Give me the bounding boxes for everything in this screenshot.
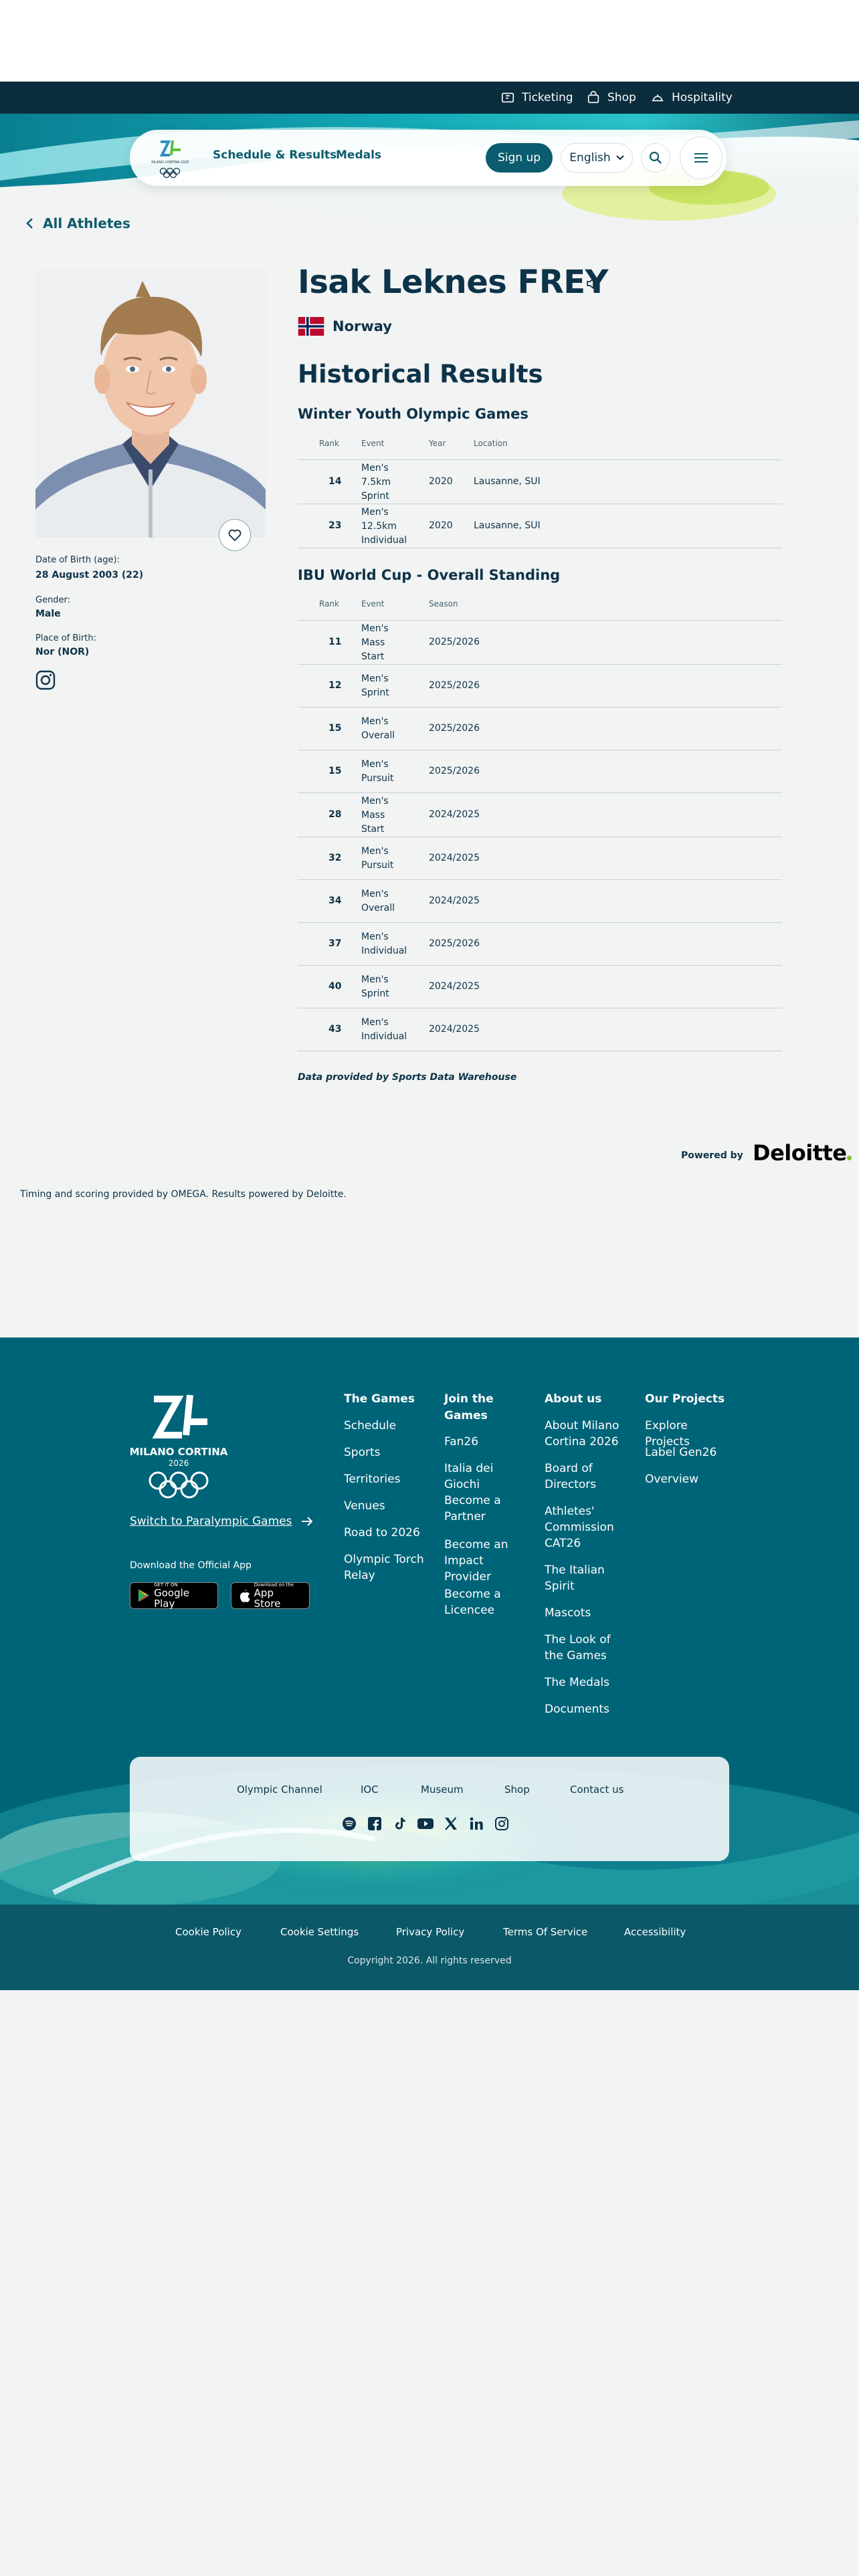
footer-link[interactable]: The Look of the Games	[545, 1633, 611, 1662]
footer-logo-name: MILANO CORTINA	[129, 1446, 228, 1458]
instagram-icon	[35, 670, 56, 690]
table-row	[298, 1008, 782, 1051]
utility-bar	[0, 82, 859, 114]
timing-scoring-note: Timing and scoring provided by OMEGA. Results powered by Deloitte.	[20, 1189, 347, 1200]
footer-link[interactable]: Become an Impact Provider	[444, 1538, 508, 1584]
favorite-button[interactable]	[219, 519, 251, 551]
footer-link[interactable]: Territories	[344, 1473, 401, 1486]
footer-column-title: About us	[545, 1392, 602, 1406]
gender-label: Gender:	[35, 595, 71, 605]
apple-icon	[238, 1588, 250, 1603]
event-cell	[361, 715, 395, 743]
event-line: Men's	[361, 462, 389, 473]
google-play-small-text: GET IT ON	[154, 1582, 178, 1588]
heart-icon	[228, 529, 242, 541]
event-cell	[361, 930, 407, 958]
place-of-birth-label: Place of Birth:	[35, 633, 96, 643]
season-cell: 2025/2026	[429, 938, 480, 949]
season-cell: 2024/2025	[429, 981, 480, 992]
event-line: Sprint	[361, 988, 389, 999]
app-store-big-text: App Store	[254, 1587, 281, 1610]
footer-link[interactable]: Explore Projects	[645, 1419, 690, 1448]
location-cell: Lausanne, SUI	[474, 476, 541, 487]
app-store-small-text: Download on the	[254, 1582, 294, 1588]
event-line: Overall	[361, 730, 395, 741]
season-cell: 2025/2026	[429, 637, 480, 647]
header-year: Year	[429, 439, 446, 448]
footer-link[interactable]: The Medals	[545, 1676, 609, 1689]
athlete-photo	[35, 269, 266, 538]
event-cell	[361, 758, 393, 786]
top-blank-area	[0, 0, 859, 82]
season-cell: 2025/2026	[429, 680, 480, 691]
footer-column-title: Our Projects	[645, 1392, 725, 1406]
site-footer	[0, 1337, 859, 1905]
app-store-button[interactable]	[231, 1582, 310, 1609]
event-line: Sprint	[361, 490, 389, 502]
switch-paralympics-link[interactable]	[130, 1515, 313, 1528]
chevron-down-icon	[616, 155, 624, 160]
event-line: Men's	[361, 623, 389, 634]
footer-link[interactable]: Label Gen26	[645, 1446, 717, 1459]
legal-bar	[0, 1905, 859, 1990]
event-line: Sprint	[361, 687, 389, 698]
event-line: 12.5km	[361, 520, 397, 532]
table-header	[298, 429, 782, 460]
year-cell: 2020	[429, 476, 453, 487]
footer-link[interactable]: Athletes' Commission CAT26	[545, 1505, 614, 1550]
footer-link[interactable]: Fan26	[444, 1435, 479, 1448]
shop-label: Shop	[607, 91, 636, 104]
search-icon	[649, 151, 662, 165]
menu-button[interactable]	[680, 136, 723, 179]
deloitte-logo[interactable]	[753, 1140, 852, 1166]
footer-link[interactable]: Mascots	[545, 1606, 591, 1620]
footer-link[interactable]: Overview	[645, 1473, 699, 1486]
event-line: Pursuit	[361, 860, 394, 871]
accessibility-link[interactable]: Accessibility	[624, 1926, 686, 1938]
tiktok-icon[interactable]	[392, 1816, 408, 1832]
table-row	[298, 793, 782, 837]
historical-results-title: Historical Results	[298, 360, 543, 389]
event-cell	[361, 973, 389, 1001]
shop-link[interactable]	[586, 82, 636, 114]
event-cell	[361, 622, 389, 664]
event-line: Start	[361, 823, 385, 835]
x-icon[interactable]	[443, 1816, 459, 1832]
event-line: Individual	[361, 534, 407, 546]
terms-of-service-link[interactable]: Terms Of Service	[503, 1926, 588, 1938]
hospitality-icon	[650, 90, 665, 105]
powered-by-label: Powered by	[681, 1150, 743, 1161]
location-cell: Lausanne, SUI	[474, 520, 541, 531]
event-line: Men's	[361, 673, 389, 684]
season-cell: 2024/2025	[429, 809, 480, 820]
event-cell	[361, 672, 389, 700]
youth-olympics-table	[298, 429, 782, 548]
rank-cell: 34	[328, 895, 342, 906]
event-cell	[361, 1016, 407, 1044]
athlete-country	[298, 317, 392, 336]
table-row	[298, 966, 782, 1008]
rank-cell: 11	[328, 637, 342, 647]
table-row	[298, 880, 782, 923]
rank-cell: 14	[328, 476, 342, 487]
event-line: Men's	[361, 932, 389, 942]
linkedin-icon[interactable]	[468, 1816, 484, 1832]
facebook-icon[interactable]	[367, 1816, 383, 1832]
language-label: English	[569, 151, 611, 165]
table-row	[298, 621, 782, 665]
data-credit-note: Data provided by Sports Data Warehouse	[298, 1072, 517, 1083]
rank-cell: 15	[328, 766, 342, 776]
privacy-policy-link[interactable]: Privacy Policy	[396, 1926, 465, 1938]
main-navigation	[130, 130, 727, 186]
event-line: Overall	[361, 903, 395, 914]
event-line: 7.5km	[361, 476, 391, 488]
table-row	[298, 504, 782, 548]
event-line: Men's	[361, 889, 389, 899]
download-app-label: Download the Official App	[130, 1560, 252, 1571]
event-line: Men's	[361, 846, 389, 857]
contact-us-link[interactable]: Contact us	[570, 1784, 624, 1796]
event-cell	[361, 506, 407, 548]
footer-column-title: Join the Games	[444, 1392, 494, 1422]
footer-link[interactable]: Board of Directors	[545, 1462, 597, 1491]
footer-link[interactable]: Venues	[344, 1499, 385, 1513]
event-line: Mass	[361, 637, 385, 648]
instagram-profile-link[interactable]	[35, 670, 56, 690]
season-cell: 2025/2026	[429, 723, 480, 734]
nav-medals[interactable]: Medals	[336, 148, 382, 162]
deloitte-wordmark: Deloitte	[753, 1140, 847, 1166]
event-line: Men's	[361, 716, 389, 727]
hospitality-label: Hospitality	[672, 91, 733, 104]
gender-value: Male	[35, 609, 61, 619]
footer-link[interactable]: Become a Partner	[444, 1494, 501, 1523]
ticket-icon	[500, 90, 515, 105]
rank-cell: 12	[328, 680, 342, 691]
pronunciation-button[interactable]	[585, 276, 601, 292]
rank-cell: 23	[328, 520, 342, 531]
footer-link[interactable]: Sports	[344, 1446, 381, 1459]
copyright-text: Copyright 2026. All rights reserved	[347, 1955, 512, 1966]
speaker-icon	[585, 276, 601, 292]
switch-paralympics-label: Switch to Paralympic Games	[130, 1515, 292, 1528]
table-row	[298, 665, 782, 708]
norway-flag-icon	[298, 317, 324, 336]
google-play-button[interactable]	[130, 1582, 218, 1609]
event-line: Men's	[361, 506, 389, 518]
rank-cell: 40	[328, 981, 342, 992]
header-rank: Rank	[319, 439, 339, 448]
youth-olympics-title: Winter Youth Olympic Games	[298, 406, 529, 422]
footer-logo[interactable]	[128, 1392, 229, 1499]
signup-button[interactable]: Sign up	[486, 143, 553, 173]
ioc-link[interactable]: IOC	[361, 1784, 379, 1796]
footer-links-panel	[130, 1757, 729, 1861]
table-row	[298, 923, 782, 966]
museum-link[interactable]: Museum	[421, 1784, 464, 1796]
arrow-right-icon	[301, 1517, 313, 1526]
table-row	[298, 460, 782, 504]
back-label: All Athletes	[43, 215, 130, 231]
olympic-channel-link[interactable]: Olympic Channel	[237, 1784, 322, 1796]
header-location: Location	[474, 439, 508, 448]
hospitality-link[interactable]	[650, 82, 733, 114]
event-line: Men's	[361, 795, 389, 807]
dob-value: 28 August 2003 (22)	[35, 570, 144, 580]
footer-link[interactable]: Italia dei Giochi	[444, 1462, 494, 1491]
nav-schedule-results[interactable]: Schedule & Results	[213, 148, 337, 162]
search-button[interactable]	[641, 143, 670, 173]
back-to-athletes-link[interactable]	[25, 215, 130, 231]
footer-link[interactable]: Olympic Torch Relay	[344, 1553, 424, 1582]
footer-link[interactable]: About Milano Cortina 2026	[545, 1419, 619, 1448]
year-cell: 2020	[429, 520, 453, 531]
footer-link[interactable]: Documents	[545, 1703, 609, 1716]
hamburger-menu-icon	[694, 152, 708, 163]
athlete-name	[298, 263, 608, 301]
svg-text:MILANO CORTINA 2026: MILANO CORTINA 2026	[151, 160, 189, 165]
google-play-icon	[137, 1588, 150, 1603]
table-row	[298, 837, 782, 880]
rank-cell: 15	[328, 723, 342, 734]
season-cell: 2024/2025	[429, 853, 480, 863]
instagram-icon[interactable]	[494, 1816, 510, 1832]
rank-cell: 37	[328, 938, 342, 949]
google-play-big-text: Google Play	[154, 1587, 189, 1610]
season-cell: 2024/2025	[429, 895, 480, 906]
event-cell	[361, 794, 389, 837]
footer-logo-year: 2026	[168, 1459, 189, 1468]
rank-cell: 43	[328, 1024, 342, 1035]
event-cell	[361, 887, 395, 916]
shop-bag-icon	[586, 90, 601, 105]
ticketing-label: Ticketing	[522, 91, 573, 104]
place-of-birth-value: Nor (NOR)	[35, 647, 90, 657]
header-season: Season	[429, 599, 458, 609]
event-line: Mass	[361, 809, 385, 821]
shop-footer-link[interactable]: Shop	[504, 1784, 530, 1796]
event-line: Men's	[361, 1017, 389, 1028]
table-header	[298, 590, 782, 621]
header-event: Event	[361, 439, 385, 448]
language-selector[interactable]	[561, 143, 633, 173]
milano-cortina-logo[interactable]	[151, 135, 189, 181]
table-row	[298, 750, 782, 793]
spotify-icon[interactable]	[341, 1816, 357, 1832]
event-cell	[361, 845, 393, 873]
event-line: Start	[361, 651, 385, 662]
cookie-settings-link[interactable]: Cookie Settings	[280, 1926, 359, 1938]
youtube-icon[interactable]	[417, 1816, 434, 1832]
table-row	[298, 708, 782, 750]
ibu-world-cup-table	[298, 590, 782, 1051]
event-line: Men's	[361, 974, 389, 985]
footer-link[interactable]: Schedule	[344, 1419, 397, 1432]
ibu-world-cup-title: IBU World Cup - Overall Standing	[298, 567, 561, 583]
cookie-policy-link[interactable]: Cookie Policy	[175, 1926, 242, 1938]
event-line: Men's	[361, 759, 389, 770]
season-cell: 2024/2025	[429, 1024, 480, 1035]
ticketing-link[interactable]	[500, 82, 573, 114]
event-cell	[361, 461, 391, 504]
header-rank: Rank	[319, 599, 339, 609]
rank-cell: 28	[328, 809, 342, 820]
footer-column-title: The Games	[344, 1392, 415, 1406]
event-line: Individual	[361, 946, 407, 956]
country-name: Norway	[332, 318, 392, 334]
deloitte-dot	[847, 1156, 852, 1160]
footer-link[interactable]: The Italian Spirit	[545, 1564, 605, 1593]
footer-link[interactable]: Become a Licencee	[444, 1588, 501, 1617]
rank-cell: 32	[328, 853, 342, 863]
athlete-name-text: Isak Leknes FREY	[298, 263, 608, 301]
season-cell: 2025/2026	[429, 766, 480, 776]
chevron-left-icon	[25, 217, 33, 229]
footer-link[interactable]: Road to 2026	[344, 1526, 420, 1539]
dob-label: Date of Birth (age):	[35, 555, 120, 565]
event-line: Individual	[361, 1031, 407, 1042]
event-line: Pursuit	[361, 773, 394, 784]
header-event: Event	[361, 599, 385, 609]
